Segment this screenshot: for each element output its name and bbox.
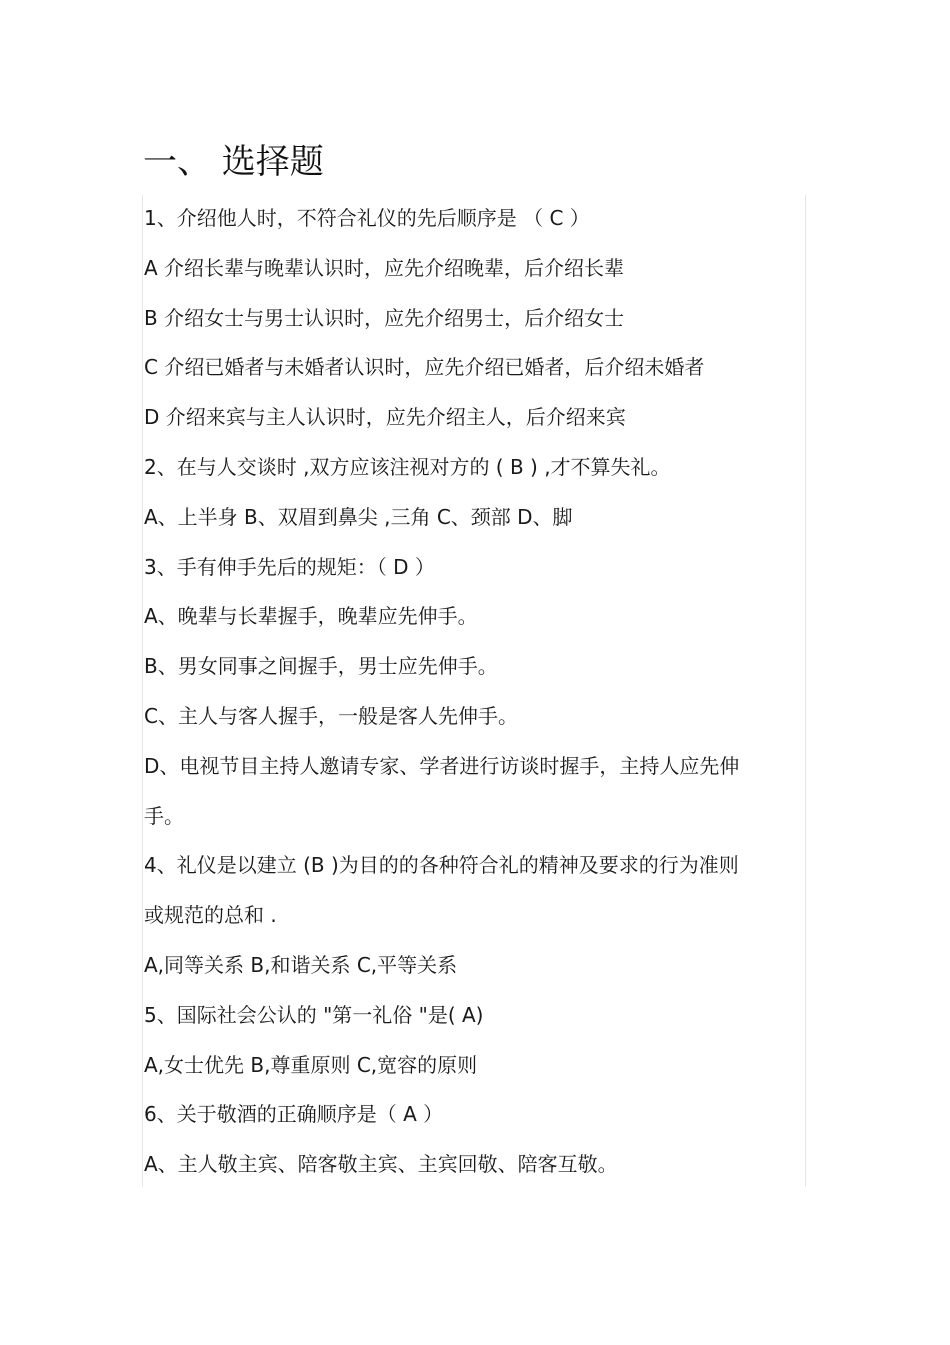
text-line: C 介绍已婚者与未婚者认识时，应先介绍已婚者，后介绍未婚者 — [144, 355, 705, 380]
text-line: B 介绍女士与男士认识时，应先介绍男士，后介绍女士 — [144, 305, 625, 330]
text-line: 6、关于敬酒的正确顺序是（ A ） — [144, 1102, 444, 1127]
text-line: 手。 — [144, 803, 184, 828]
text-line: 或规范的总和 . — [144, 903, 277, 928]
text-line: A、上半身 B、双眉到鼻尖 ,三角 C、颈部 D、脚 — [144, 504, 573, 529]
text-line: A,女士优先 B,尊重原则 C,宽容的原则 — [144, 1052, 478, 1077]
text-line: A 介绍长辈与晚辈认识时，应先介绍晚辈，后介绍长辈 — [144, 255, 625, 280]
text-line: 4、礼仪是以建立 (B )为目的的各种符合礼的精神及要求的行为准则 — [144, 853, 739, 878]
text-line: D、电视节目主持人邀请专家、学者进行访谈时握手，主持人应先伸 — [144, 753, 740, 778]
section-title: 一、 选择题 — [143, 142, 324, 182]
text-line: A、晚辈与长辈握手，晚辈应先伸手。 — [144, 604, 478, 629]
text-line: B、男女同事之间握手，男士应先伸手。 — [144, 654, 498, 679]
text-line: D 介绍来宾与主人认识时，应先介绍主人，后介绍来宾 — [144, 405, 626, 430]
text-line: 2、在与人交谈时 ,双方应该注视对方的 ( B ) ,才不算失礼。 — [144, 454, 671, 479]
question-list — [144, 194, 804, 1190]
text-line: A、主人敬主宾、陪客敬主宾、主宾回敬、陪客互敬。 — [144, 1152, 618, 1177]
text-line: 3、手有伸手先后的规矩：（ D ） — [144, 554, 435, 579]
text-line: A,同等关系 B,和谐关系 C,平等关系 — [144, 952, 458, 977]
text-line: 1、介绍他人时，不符合礼仪的先后顺序是 （ C ） — [144, 206, 590, 230]
text-line: 5、国际社会公认的 "第一礼俗 "是( A) — [144, 1002, 484, 1027]
text-line: C、主人与客人握手，一般是客人先伸手。 — [144, 703, 518, 728]
